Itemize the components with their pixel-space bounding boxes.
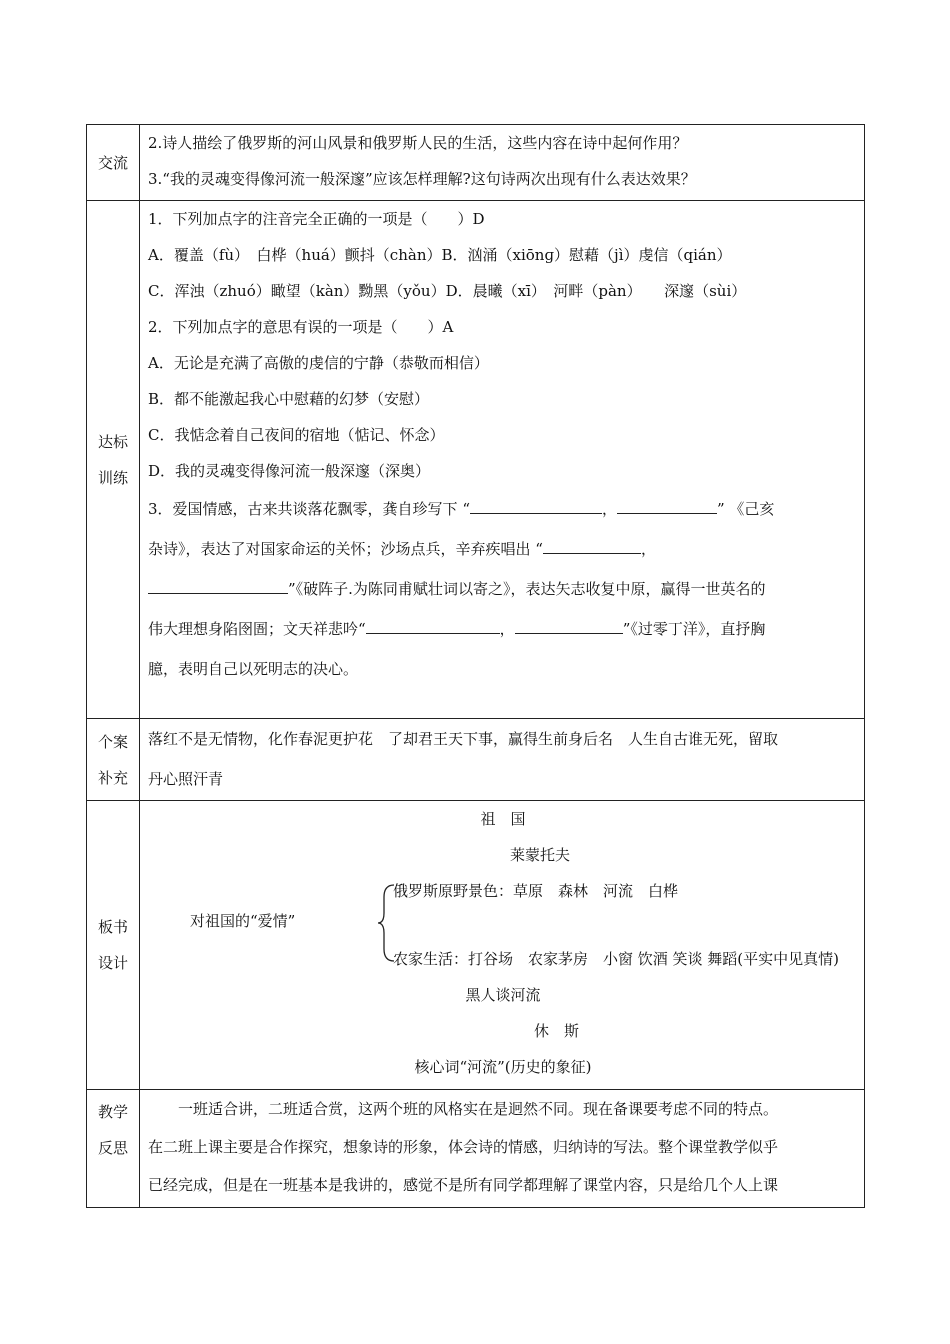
exercise-3-line5: 臆，表明自己以死明志的决心。: [148, 660, 359, 678]
question-2: 2.诗人描绘了俄罗斯的河山风景和俄罗斯人民的生活，这些内容在诗中起何作用？: [148, 134, 688, 152]
label-text: 教学: [97, 1103, 128, 1121]
exercise-1-ab: A．覆盖（fù） 白桦（huá）颤抖（chàn）B．汹涌（xiōnɡ）慰藉（jì）虔信（qián）: [148, 246, 732, 264]
text: ”《过零丁洋》，直抒胸: [622, 620, 766, 638]
poem-quotes: 落红不是无情物，化作春泥更护花 了却君王天下事，赢得生前身后名 人生自古谁无死，留取: [148, 730, 779, 748]
text: ，: [601, 500, 617, 518]
exercise-3-line2: [148, 529, 858, 569]
label-fansi: [87, 1090, 140, 1208]
fill-blank[interactable]: [515, 619, 623, 634]
label-dabiao: [87, 201, 140, 719]
text: ”《破阵子.为陈同甫赋壮词以寄之》，表达矢志收复中原，赢得一世英名的: [288, 580, 766, 598]
text: ，: [640, 540, 656, 558]
label-text: 训练: [97, 468, 128, 487]
content-gean: [140, 719, 865, 801]
board-title: 祖 国: [480, 810, 526, 828]
label-banshu: [87, 801, 140, 1090]
row-fansi: [87, 1090, 865, 1208]
text: 杂诗》，表达了对国家命运的关怀；沙场点兵，辛弃疾唱出 “: [148, 540, 543, 558]
exercise-2-a: A．无论是充满了高傲的虔信的宁静（恭敬而相信）: [148, 354, 489, 372]
fill-blank[interactable]: [617, 499, 717, 514]
reflection-line-1: 一班适合讲，二班适合赏，这两个班的风格实在是迥然不同。现在备课要考虑不同的特点。: [178, 1100, 779, 1118]
blackboard-design: [148, 801, 858, 1089]
text: 伟大理想身陷囹圄；文天祥悲吟“: [148, 620, 366, 638]
label-text: 个案: [97, 732, 128, 751]
label-text: 交流: [97, 153, 128, 172]
fill-blank[interactable]: [366, 619, 500, 634]
exercise-2: 2．下列加点字的意思有误的一项是（ ）A: [148, 318, 454, 336]
board-author-2: 休 斯: [534, 1022, 580, 1040]
question-3: 3.“我的灵魂变得像河流一般深邃”应该怎样理解?这句诗两次出现有什么表达效果？: [148, 170, 696, 188]
board-title-2: 黑人谈河流: [465, 986, 541, 1004]
board-branch-life: 农家生活：打谷场 农家茅房 小窗 饮酒 笑谈 舞蹈(平实中见真情): [393, 950, 840, 968]
exercise-3-line1: [148, 489, 858, 529]
label-text: 反思: [97, 1139, 128, 1157]
lesson-table: [86, 124, 865, 1208]
exercise-1: 1．下列加点字的注音完全正确的一项是（ ）D: [148, 210, 485, 228]
content-fansi: [140, 1090, 865, 1208]
content-jiaoliu: [140, 125, 865, 201]
text: ” 《己亥: [717, 500, 775, 518]
reflection-line-3: 已经完成，但是在一班基本是我讲的，感觉不是所有同学都理解了课堂内容，只是给几个人上课: [148, 1176, 779, 1194]
content-dabiao: [140, 201, 865, 719]
board-branch-scenery: 俄罗斯原野景色：草原 森林 河流 白桦: [393, 882, 679, 900]
row-dabiao: [87, 201, 865, 719]
poem-quotes-cont: 丹心照汗青: [148, 770, 224, 788]
label-text: 补充: [97, 768, 128, 787]
label-text: 设计: [97, 954, 128, 972]
text: 3．爱国情感，古来共谈落花飘零，龚自珍写下 “: [148, 500, 470, 518]
text: ，: [499, 620, 515, 638]
row-gean: [87, 719, 865, 801]
label-text: 板书: [97, 918, 128, 936]
label-jiaoliu: [87, 125, 140, 201]
reflection-line-2: 在二班上课主要是合作探究，想象诗的形象，体会诗的情感，归纳诗的写法。整个课堂教学似乎: [148, 1138, 779, 1156]
fill-blank[interactable]: [543, 539, 641, 554]
board-author: 莱蒙托夫: [510, 846, 571, 864]
content-banshu: [140, 801, 865, 1090]
exercise-2-b: B．都不能激起我心中慰藉的幻梦（安慰）: [148, 390, 430, 408]
exercise-2-c: C．我惦念着自己夜间的宿地（惦记、怀念）: [148, 426, 445, 444]
row-banshu: [87, 801, 865, 1090]
fill-blank[interactable]: [148, 579, 288, 594]
exercise-2-d: D．我的灵魂变得像河流一般深邃（深奥）: [148, 462, 431, 480]
exercise-1-cd: C．浑浊（zhuó）瞰望（kàn）黝黑（yǒu）D．晨曦（xī） 河畔（pàn） 深邃（sùi）: [148, 282, 747, 300]
board-root: 对祖国的“爱情”: [190, 912, 296, 930]
exercise-3-line3: [148, 569, 858, 609]
label-text: 达标: [97, 432, 128, 451]
fill-blank[interactable]: [470, 499, 602, 514]
row-jiaoliu: [87, 125, 865, 201]
label-gean: [87, 719, 140, 801]
board-core-word: 核心词“河流”(历史的象征): [414, 1058, 592, 1076]
exercise-3-line4: [148, 609, 858, 649]
